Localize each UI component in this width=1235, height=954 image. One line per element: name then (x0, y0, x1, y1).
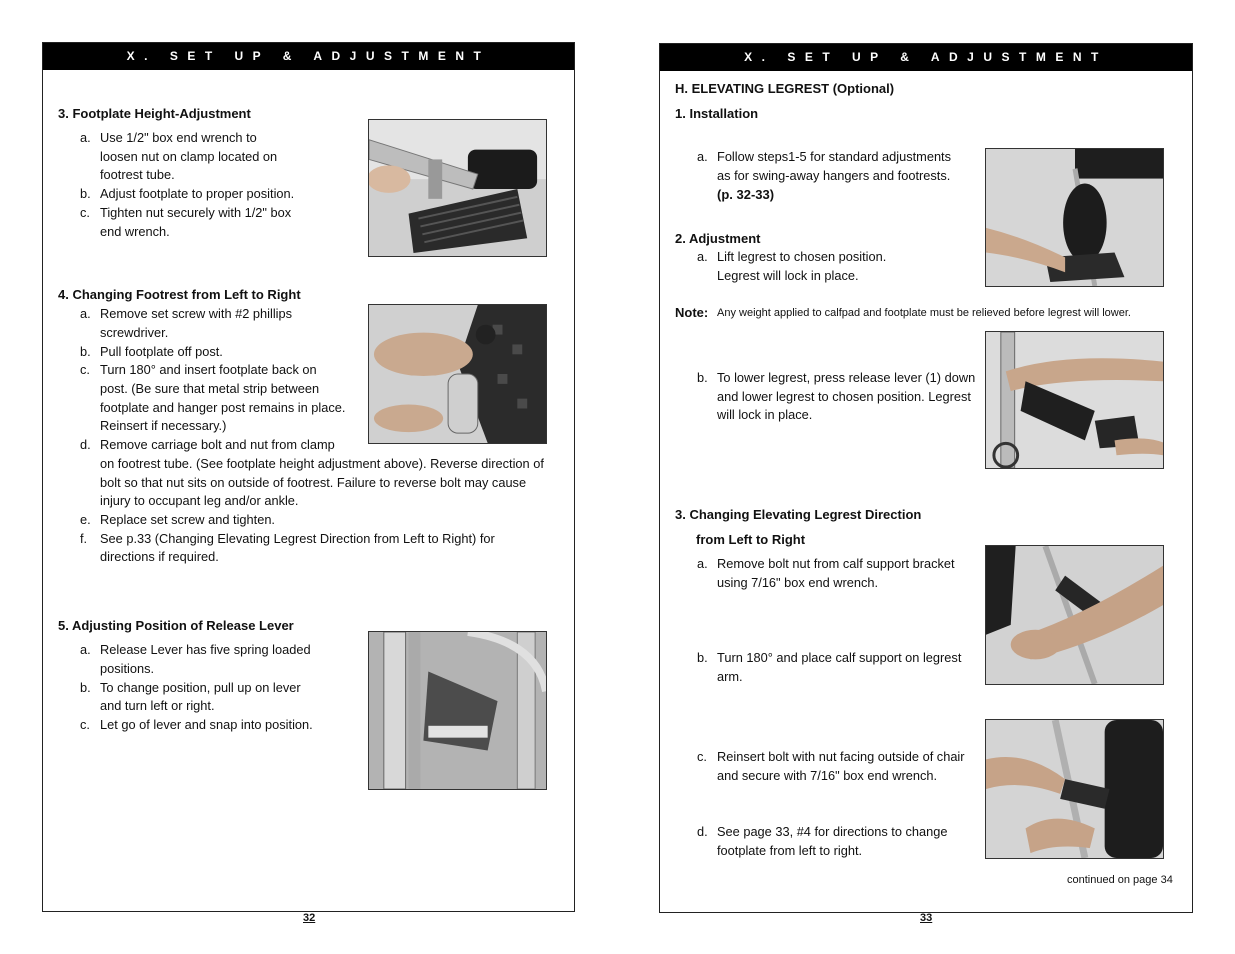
left-sec4-e-mark: e. (80, 512, 91, 527)
left-sec4-c-line: Turn 180° and insert footplate back on (100, 362, 317, 377)
left-sec3-b-line: Adjust footplate to proper position. (100, 186, 295, 201)
left-sec4-d-line: bolt so that nut sits on outside of footrest. Failure to reverse bolt may cause (100, 475, 527, 490)
right-sec3-a-mark: a. (697, 556, 708, 571)
right-sec3-d-line: footplate from left to right. (717, 843, 863, 858)
right-sec2-title: 2. Adjustment (675, 231, 761, 246)
right-sec3-b-mark: b. (697, 650, 708, 665)
right-sec3-b-line: arm. (717, 669, 743, 684)
left-sec4-b-line: Pull footplate off post. (100, 344, 223, 359)
right-sec3-d-line: See page 33, #4 for directions to change (717, 824, 948, 839)
right-sec3-c-line: and secure with 7/16" box end wrench. (717, 768, 938, 783)
left-sec5-a-line: positions. (100, 661, 155, 676)
left-sec4-a-line: screwdriver. (100, 325, 169, 340)
left-sec5-a-mark: a. (80, 642, 91, 657)
right-sec2-b-line: will lock in place. (717, 407, 813, 422)
left-sec4-f-line: directions if required. (100, 549, 219, 564)
left-page-number: 32 (303, 912, 316, 924)
left-sec3-c-mark: c. (80, 205, 90, 220)
left-sec5-title: 5. Adjusting Position of Release Lever (58, 618, 294, 633)
right-sec1-a-line: as for swing-away hangers and footrests. (717, 168, 951, 183)
legrest-release-photo (985, 331, 1164, 469)
left-sec5-b-line: and turn left or right. (100, 698, 215, 713)
calf-bracket-photo (985, 545, 1164, 685)
left-sec4-c-line: footplate and hanger post remains in place. (100, 400, 346, 415)
right-sec2-a-mark: a. (697, 249, 708, 264)
right-sec3-b-line: Turn 180° and place calf support on legrest (717, 650, 962, 665)
right-sec3-c-mark: c. (697, 749, 707, 764)
right-sec2-b-line: To lower legrest, press release lever (1) down (717, 370, 976, 385)
right-sec1-a-ref: (p. 32-33) (717, 187, 775, 202)
footplate-wrench-photo (368, 119, 547, 257)
left-sec3-title: 3. Footplate Height-Adjustment (58, 106, 251, 121)
right-sec2-b-mark: b. (697, 370, 708, 385)
right-sec1-a-mark: a. (697, 149, 708, 164)
right-sec3-a-line: using 7/16" box end wrench. (717, 575, 879, 590)
right-sec1-title: 1. Installation (675, 106, 759, 121)
left-sec3-c-line: end wrench. (100, 224, 170, 239)
left-sec4-f-line: See p.33 (Changing Elevating Legrest Direction from Left to Right) for (100, 531, 495, 546)
left-sec4-c-mark: c. (80, 362, 90, 377)
section-h-title: H. ELEVATING LEGREST (Optional) (675, 81, 895, 96)
right-header-bar: X. SET UP & ADJUSTMENT (660, 44, 1192, 71)
left-sec3-a-line: loosen nut on clamp located on (100, 149, 278, 164)
left-sec4-e-line: Replace set screw and tighten. (100, 512, 275, 527)
left-sec5-c-mark: c. (80, 717, 90, 732)
left-sec5-b-mark: b. (80, 680, 91, 695)
continued-note: continued on page 34 (1067, 874, 1173, 886)
left-sec4-d-line: injury to occupant leg and/or ankle. (100, 493, 299, 508)
left-sec3-c-line: Tighten nut securely with 1/2" box (100, 205, 292, 220)
left-sec3-a-line: footrest tube. (100, 167, 175, 182)
release-lever-photo (368, 631, 547, 790)
left-sec4-a-line: Remove set screw with #2 phillips (100, 306, 293, 321)
right-page-number: 33 (920, 912, 933, 924)
left-sec4-d-mark: d. (80, 437, 91, 452)
left-sec4-f-mark: f. (80, 531, 88, 546)
left-sec4-a-mark: a. (80, 306, 91, 321)
right-sec2-b-line: and lower legrest to chosen position. Legrest (717, 389, 971, 404)
right-sec3-title-line2: from Left to Right (696, 532, 806, 547)
left-sec4-title: 4. Changing Footrest from Left to Right (58, 287, 301, 302)
right-sec3-d-mark: d. (697, 824, 708, 839)
right-sec3-title-line1: 3. Changing Elevating Legrest Direction (675, 507, 922, 522)
right-sec1-a-line: Follow steps1-5 for standard adjustments (717, 149, 952, 164)
right-sec2-a-line: Legrest will lock in place. (717, 268, 859, 283)
legrest-install-photo (985, 148, 1164, 287)
note-label: Note: (675, 305, 709, 320)
left-sec5-c-line: Let go of lever and snap into position. (100, 717, 313, 732)
left-sec5-a-line: Release Lever has five spring loaded (100, 642, 311, 657)
calf-support-bolt-photo (985, 719, 1164, 859)
left-sec5-b-line: To change position, pull up on lever (100, 680, 301, 695)
left-sec4-c-line: Reinsert if necessary.) (100, 418, 227, 433)
right-sec3-c-line: Reinsert bolt with nut facing outside of chair (717, 749, 965, 764)
left-sec3-a-mark: a. (80, 130, 91, 145)
right-sec3-a-line: Remove bolt nut from calf support bracket (717, 556, 955, 571)
note-text: Any weight applied to calfpad and footplate must be relieved before legrest will lower. (717, 307, 1131, 319)
left-sec4-d-line: on footrest tube. (See footplate height adjustment above). Reverse direction of (100, 456, 544, 471)
left-header-bar: X. SET UP & ADJUSTMENT (43, 43, 574, 70)
left-sec3-b-mark: b. (80, 186, 91, 201)
left-sec4-c-line: post. (Be sure that metal strip between (100, 381, 320, 396)
left-sec3-a-line: Use 1/2" box end wrench to (100, 130, 257, 145)
right-sec2-a-line: Lift legrest to chosen position. (717, 249, 887, 264)
left-sec4-b-mark: b. (80, 344, 91, 359)
footplate-post-photo (368, 304, 547, 444)
left-sec4-d-line: Remove carriage bolt and nut from clamp (100, 437, 335, 452)
